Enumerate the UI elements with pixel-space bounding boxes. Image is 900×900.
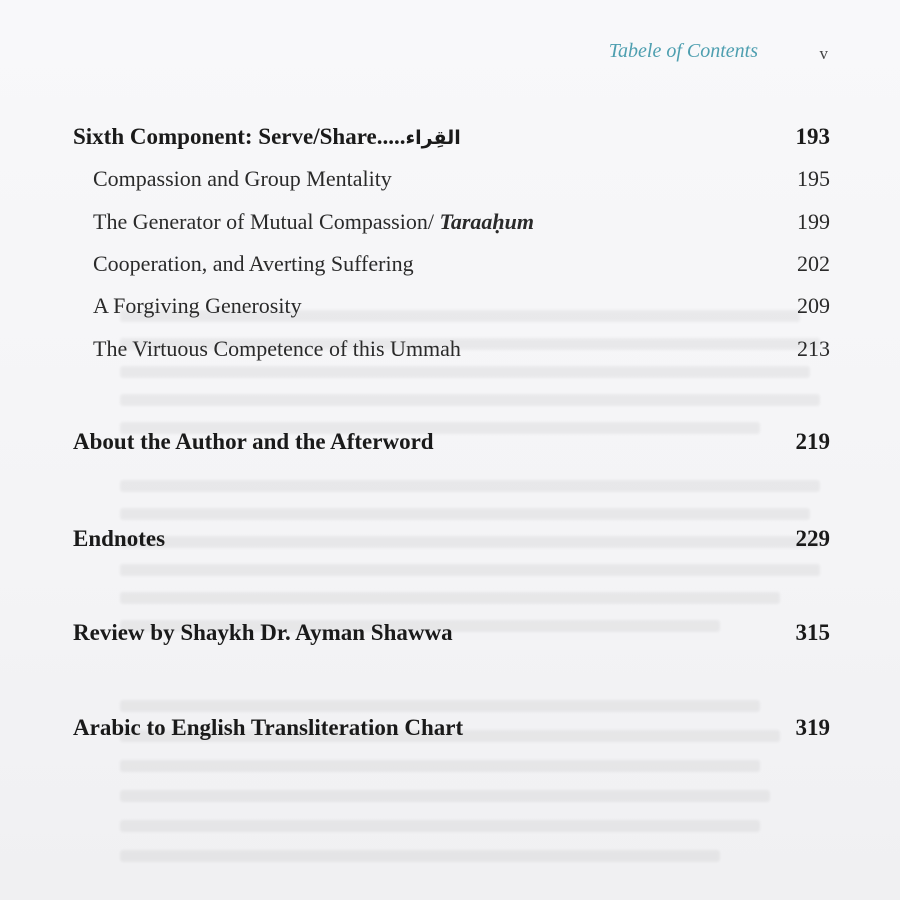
toc-entry-title: Review by Shaykh Dr. Ayman Shawwa	[73, 620, 453, 645]
toc-entry-title: A Forgiving Generosity	[93, 293, 302, 318]
toc-title-text: Sixth Component: Serve/Share.....	[73, 124, 406, 149]
toc-sub-entry[interactable]	[0, 166, 900, 200]
page-number: v	[819, 44, 828, 63]
toc-entry-title: Endnotes	[73, 526, 166, 551]
toc-page-number: 202	[797, 251, 830, 276]
toc-page-number: 199	[797, 209, 830, 234]
toc-entry-endnotes[interactable]	[0, 526, 900, 560]
toc-entry-title: Cooperation, and Averting Suffering	[93, 251, 414, 276]
toc-title-text: The Generator of Mutual Compassion/	[93, 209, 440, 234]
arabic-title-text: القِراء	[405, 127, 461, 149]
toc-entry-title: The Virtuous Competence of this Ummah	[93, 336, 461, 361]
toc-page-number: 319	[795, 715, 830, 740]
toc-title-italic: Taraaḥum	[439, 209, 535, 234]
toc-entry-title	[73, 124, 461, 150]
running-head: Tabele of Contents	[608, 40, 758, 62]
toc-page-number: 219	[795, 429, 830, 454]
toc-entry-title	[93, 209, 534, 235]
toc-sub-entry[interactable]	[0, 251, 900, 285]
toc-page-number: 195	[797, 166, 830, 191]
toc-entry-title: Arabic to English Transliteration Chart	[73, 715, 464, 740]
toc-entry-transliteration-chart[interactable]	[0, 715, 900, 749]
toc-sub-entry[interactable]	[0, 336, 900, 370]
toc-page-number: 193	[795, 124, 830, 149]
toc-page-number: 315	[795, 620, 830, 645]
toc-page-number: 209	[797, 293, 830, 318]
toc-sub-entry[interactable]	[0, 293, 900, 327]
toc-entry-title: Compassion and Group Mentality	[93, 166, 392, 191]
toc-page-number: 229	[795, 526, 830, 551]
toc-sub-entry[interactable]	[0, 209, 900, 243]
toc-entry-review[interactable]	[0, 620, 900, 654]
toc-page-number: 213	[797, 336, 830, 361]
toc-entry-title: About the Author and the Afterword	[73, 429, 434, 454]
toc-entry-sixth-component[interactable]	[0, 124, 900, 158]
toc-entry-about-author[interactable]	[0, 429, 900, 463]
